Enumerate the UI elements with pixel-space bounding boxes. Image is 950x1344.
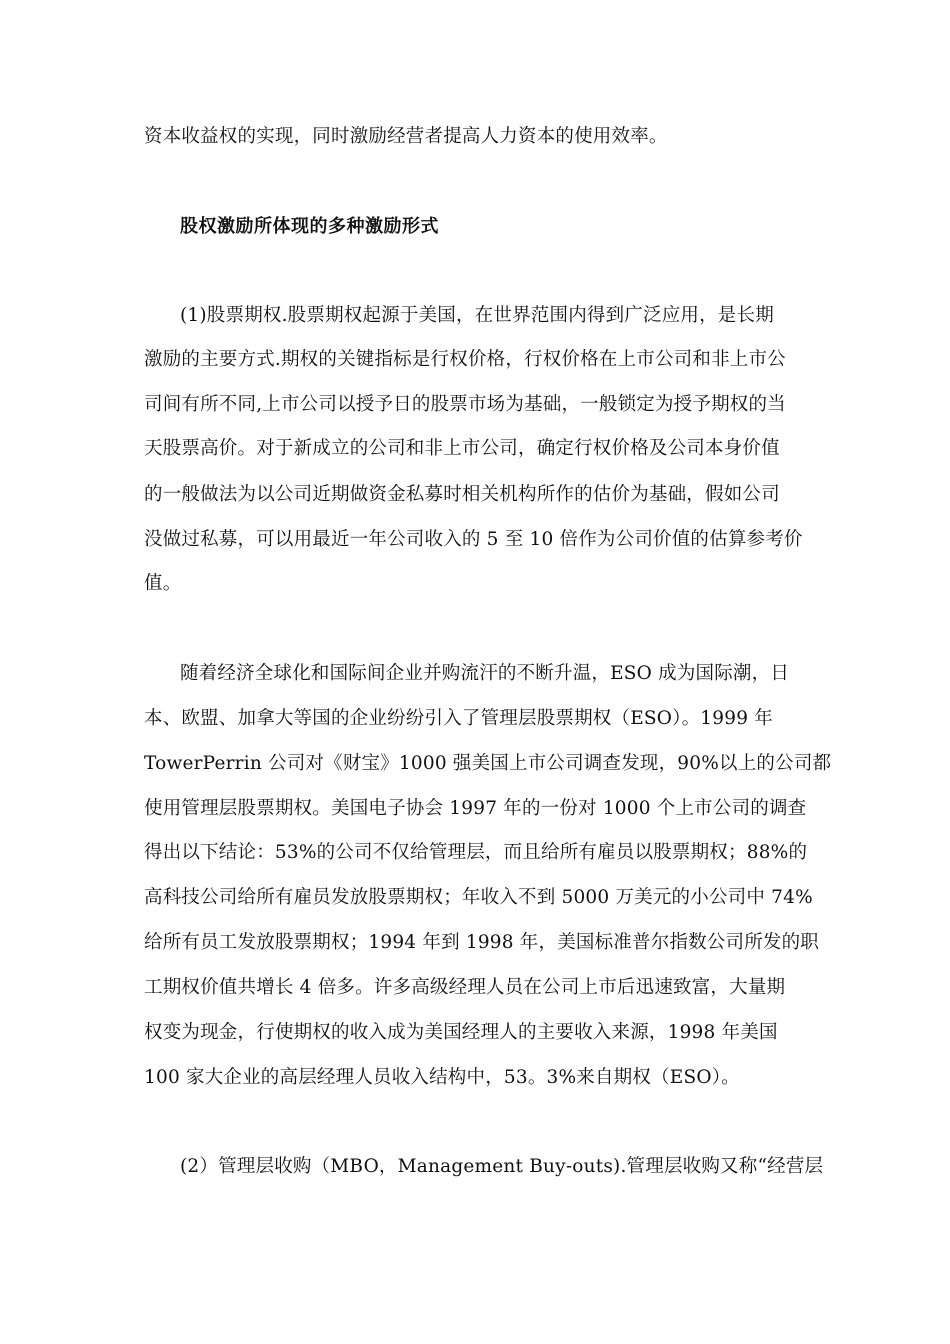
intro-line: 资本收益权的实现，同时激励经营者提高人力资本的使用效率。 [144,126,668,147]
paragraph-line: 没做过私募，可以用最近一年公司收入的 5 至 10 倍作为公司价值的估算参考价 [144,529,803,550]
paragraph-line: 天股票高价。对于新成立的公司和非上市公司，确定行权价格及公司本身价值 [144,438,780,459]
paragraph-line: 得出以下结论：53%的公司不仅给管理层，而且给所有雇员以股票期权；88%的 [144,842,808,863]
paragraph-line: 随着经济全球化和国际间企业并购流汗的不断升温，ESO 成为国际潮，日 [180,663,790,684]
paragraph-line: (1)股票期权.股票期权起源于美国，在世界范围内得到广泛应用，是长期 [180,305,774,326]
paragraph-line: 司间有所不同,上市公司以授予日的股票市场为基础，一般锁定为授予期权的当 [144,394,786,415]
paragraph-line: 使用管理层股票期权。美国电子协会 1997 年的一份对 1000 个上市公司的调查 [144,798,807,819]
paragraph-line: 权变为现金，行使期权的收入成为美国经理人的主要收入来源，1998 年美国 [144,1022,778,1043]
paragraph-line: 激励的主要方式.期权的关键指标是行权价格，行权价格在上市公司和非上市公 [144,349,786,370]
paragraph-line: 的一般做法为以公司近期做资金私募时相关机构所作的估价为基础，假如公司 [144,484,780,505]
paragraph-line: TowerPerrin 公司对《财宝》1000 强美国上市公司调查发现，90%以上的公司都 [144,753,832,774]
paragraph-line: 100 家大企业的高层经理人员收入结构中，53。3%来自期权（ESO）。 [144,1067,740,1088]
section-heading: 股权激励所体现的多种激励形式 [180,216,439,237]
paragraph-line: 本、欧盟、加拿大等国的企业纷纷引入了管理层股票期权（ESO）。1999 年 [144,708,773,729]
paragraph-line: (2）管理层收购（MBO，Management Buy-outs).管理层收购又称“经营层 [180,1156,824,1177]
paragraph-line: 工期权价值共增长 4 倍多。许多高级经理人员在公司上市后迅速致富，大量期 [144,977,786,998]
paragraph-line: 高科技公司给所有雇员发放股票期权；年收入不到 5000 万美元的小公司中 74% [144,887,813,908]
paragraph-line: 给所有员工发放股票期权；1994 年到 1998 年，美国标准普尔指数公司所发的职 [144,932,820,953]
paragraph-line: 值。 [144,573,182,594]
